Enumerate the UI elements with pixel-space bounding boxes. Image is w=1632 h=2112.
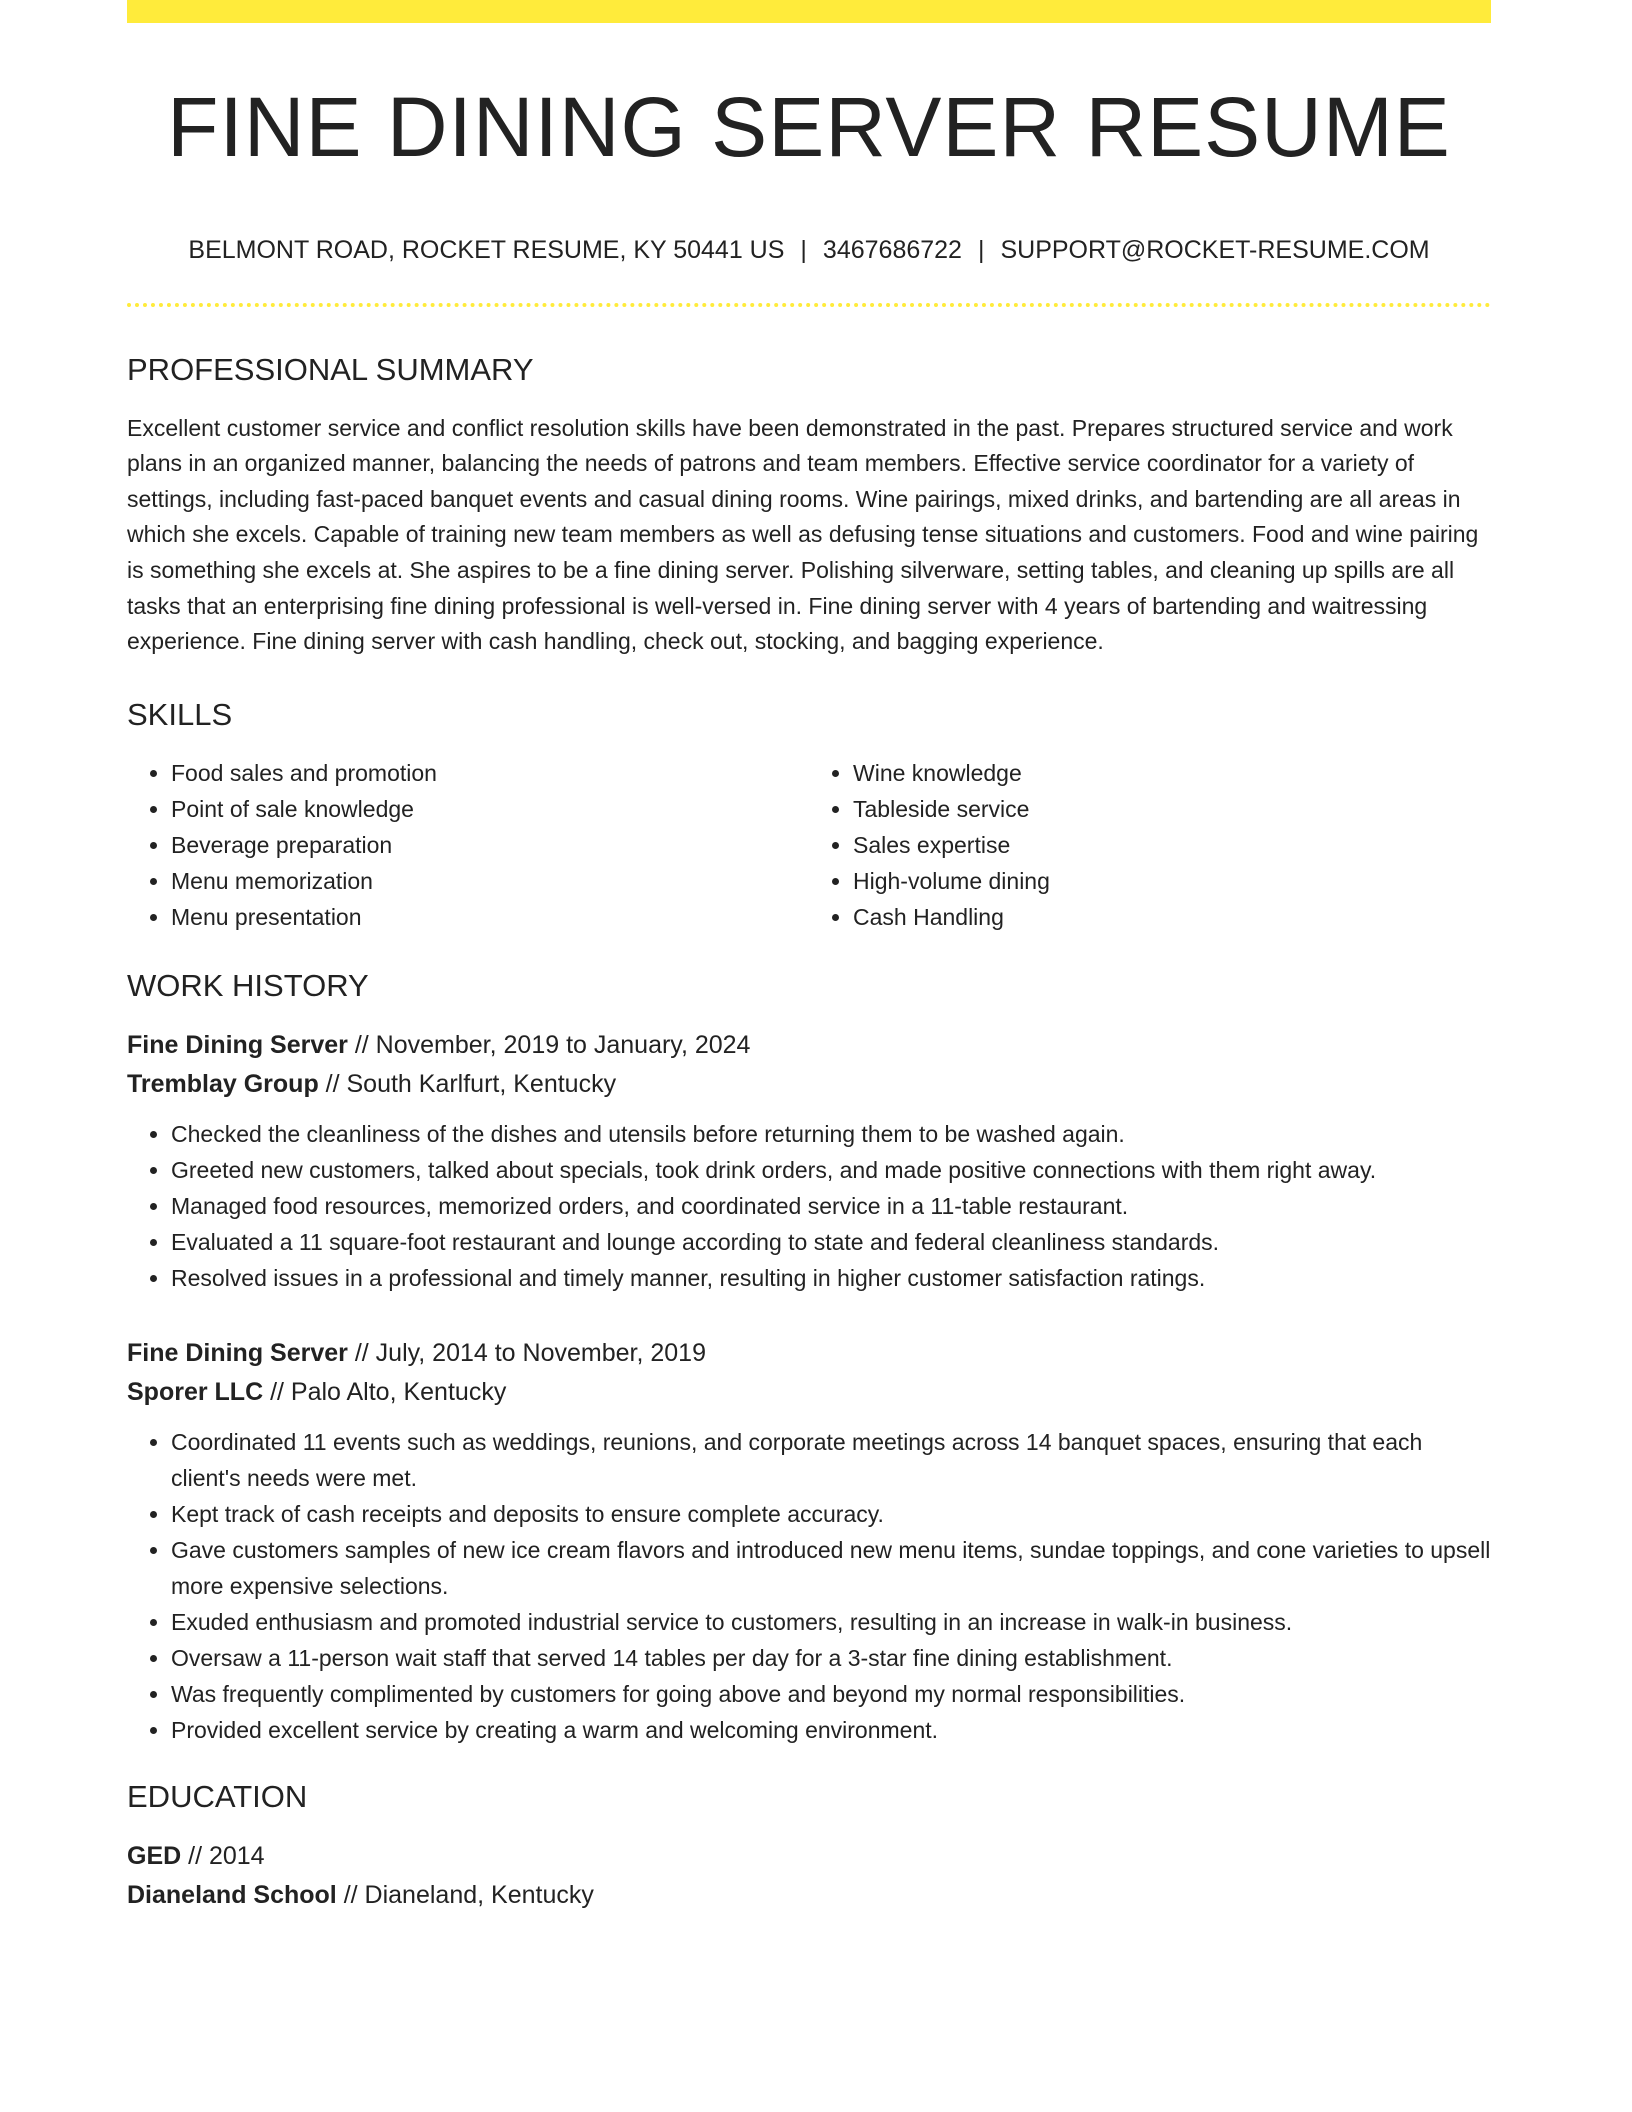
skill-item: • Beverage preparation: [171, 827, 809, 863]
job-duty: • Evaluated a 11 square-foot restaurant and lounge according to state and federal cleanliness standards.: [171, 1224, 1491, 1260]
top-accent-bar: [127, 0, 1491, 23]
contact-separator: |: [977, 236, 985, 265]
contact-address: BELMONT ROAD, ROCKET RESUME, KY 50441 US: [188, 236, 785, 265]
education-school-line: [127, 1876, 1491, 1915]
job-title-line: [127, 1334, 1491, 1373]
job-entry: [127, 1026, 1491, 1296]
job-company: Sporer LLC: [127, 1378, 264, 1407]
skills-column-left: [127, 755, 809, 935]
resume-title: FINE DINING SERVER RESUME: [167, 80, 1451, 174]
skill-item: • Cash Handling: [853, 899, 1491, 935]
job-location: // South Karlfurt, Kentucky: [318, 1070, 617, 1099]
summary-heading: PROFESSIONAL SUMMARY: [127, 352, 534, 388]
job-duty: • Coordinated 11 events such as weddings, reunions, and corporate meetings across 14 banquet spaces, ensuring that each client's needs were met.: [171, 1424, 1491, 1496]
summary-text: Excellent customer service and conflict resolution skills have been demonstrated in the past. Prepares structured service and work plans in an organized manner, balancing the needs of patrons and team members. Effective service coordinator for a variety of settings, including fast-paced banquet events and casual dining rooms. Wine pairings, mixed drinks, and bartending are all areas in which she excels. Capable of training new team members as well as defusing tense situations and customers. Food and wine pairing is something she excels at. She aspires to be a fine dining server. Polishing silverware, setting tables, and cleaning up spills are all tasks that an enterprising fine dining professional is well-versed in. Fine dining server with 4 years of bartending and waitressing experience. Fine dining server with cash handling, check out, stocking, and bagging experience.: [127, 414, 1479, 655]
contact-separator: |: [800, 236, 807, 265]
job-duty: • Gave customers samples of new ice cream flavors and introduced new menu items, sundae toppings, and cone varieties to upsell more expensive selections.: [171, 1532, 1491, 1604]
job-company-line: [127, 1373, 1491, 1412]
education-degree: GED: [127, 1842, 182, 1871]
skills-list: [127, 755, 1491, 935]
job-dates: // November, 2019 to January, 2024: [347, 1031, 751, 1060]
job-duty: • Checked the cleanliness of the dishes and utensils before returning them to be washed again.: [171, 1116, 1491, 1152]
skills-heading: SKILLS: [127, 696, 233, 732]
job-title: Fine Dining Server: [127, 1339, 348, 1368]
contact-email: SUPPORT@ROCKET-RESUME.COM: [1000, 236, 1430, 265]
job-duties: [127, 1116, 1491, 1296]
education-degree-line: [127, 1837, 1491, 1876]
job-duty: • Kept track of cash receipts and deposits to ensure complete accuracy.: [171, 1496, 1491, 1532]
skill-item: • Menu memorization: [171, 863, 809, 899]
work-history-heading: WORK HISTORY: [127, 967, 369, 1003]
contact-line: [127, 235, 1491, 265]
education-school: Dianeland School: [127, 1881, 337, 1910]
education-location: // Dianeland, Kentucky: [336, 1881, 594, 1910]
skill-item: • Wine knowledge: [853, 755, 1491, 791]
job-duty: • Exuded enthusiasm and promoted industrial service to customers, resulting in an increase in walk-in business.: [171, 1604, 1491, 1640]
skill-item: • Point of sale knowledge: [171, 791, 809, 827]
job-title: Fine Dining Server: [127, 1031, 348, 1060]
job-duty: • Was frequently complimented by customers for going above and beyond my normal responsibilities.: [171, 1676, 1491, 1712]
job-entry: [127, 1334, 1491, 1748]
job-company: Tremblay Group: [127, 1070, 319, 1099]
education-heading: EDUCATION: [127, 1779, 308, 1815]
resume-page: [127, 0, 1491, 1915]
job-title-line: [127, 1026, 1491, 1065]
job-location: // Palo Alto, Kentucky: [263, 1378, 507, 1407]
job-duty: • Provided excellent service by creating a warm and welcoming environment.: [171, 1712, 1491, 1748]
job-dates: // July, 2014 to November, 2019: [347, 1339, 706, 1368]
skill-item: • Menu presentation: [171, 899, 809, 935]
job-duties: [127, 1424, 1491, 1748]
skills-column-right: [809, 755, 1491, 935]
job-duty: • Managed food resources, memorized orders, and coordinated service in a 11-table restaurant.: [171, 1188, 1491, 1224]
skill-item: • High-volume dining: [853, 863, 1491, 899]
skill-item: • Food sales and promotion: [171, 755, 809, 791]
skill-item: • Sales expertise: [853, 827, 1491, 863]
job-duty: • Greeted new customers, talked about specials, took drink orders, and made positive connections with them right away.: [171, 1152, 1491, 1188]
education-year: // 2014: [181, 1842, 265, 1871]
job-duty: • Oversaw a 11-person wait staff that served 14 tables per day for a 3-star fine dining establishment.: [171, 1640, 1491, 1676]
contact-phone: 3467686722: [822, 236, 962, 265]
job-company-line: [127, 1065, 1491, 1104]
job-duty: • Resolved issues in a professional and timely manner, resulting in higher customer satisfaction ratings.: [171, 1260, 1491, 1296]
skill-item: • Tableside service: [853, 791, 1491, 827]
education-entry: [127, 1837, 1491, 1915]
header-divider: [127, 303, 1491, 307]
